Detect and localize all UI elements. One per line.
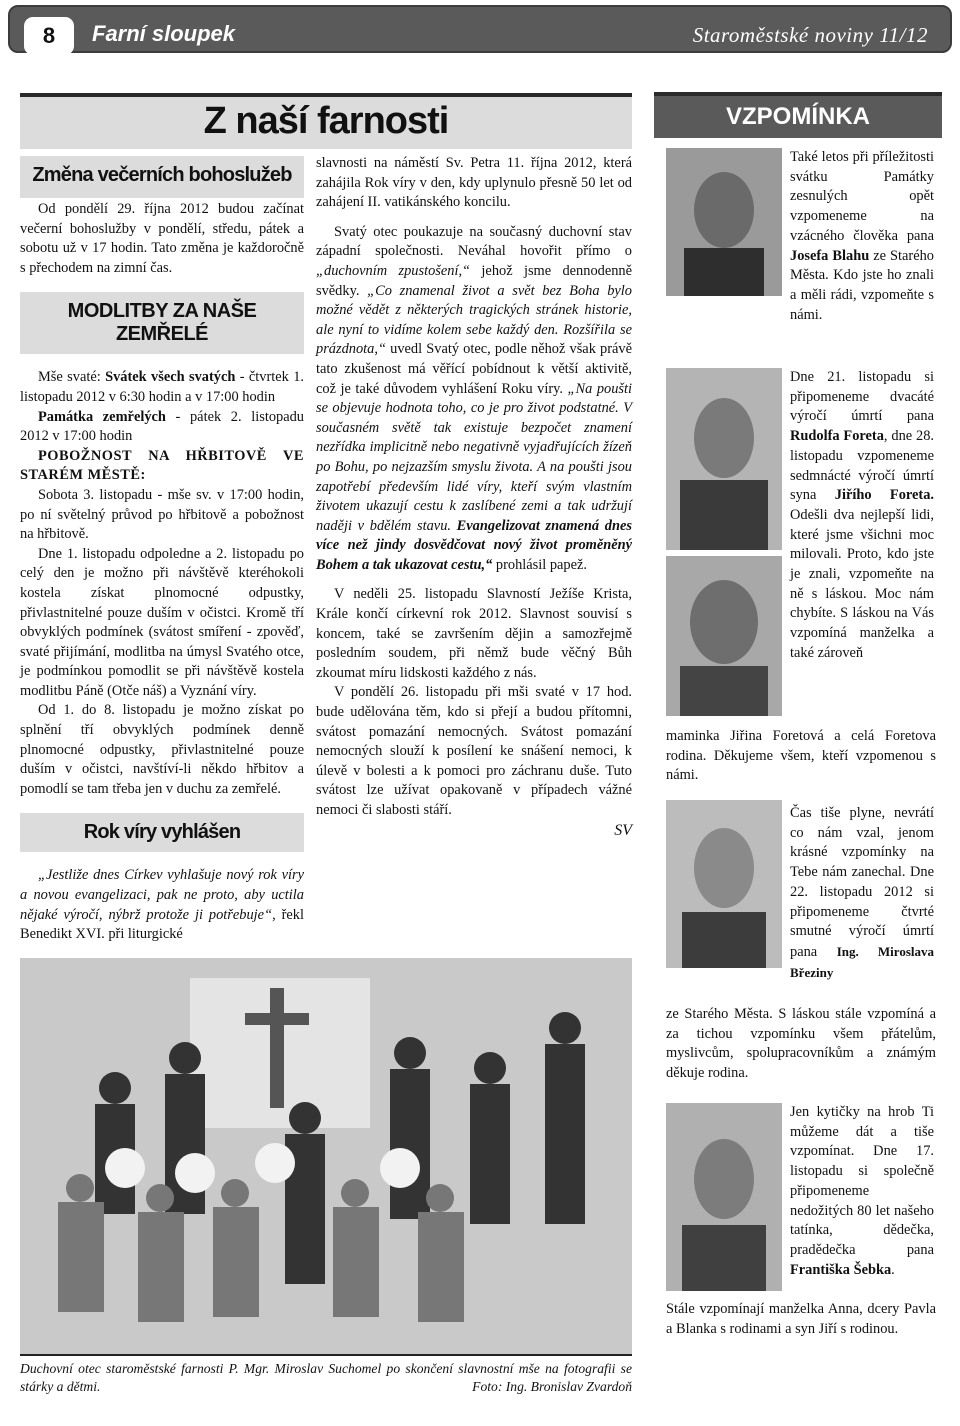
paragraph: Od 1. do 8. listopadu je možno získat po splnění tří obvyklých podmínek denně plnomocné odpustky, přivlastnitelné pouze duším v očistci, navštíví-li někdo hřbitov a pomodlí se tam třeba jen v duchu za zemřelé. — [20, 702, 304, 797]
photo-rule — [20, 1354, 632, 1356]
heading-evening-masses: Změna večerních bohoslužeb — [20, 156, 304, 198]
signature: SV — [614, 821, 632, 839]
paragraph: slavnosti na náměstí Sv. Petra 11. října 2012, která zahájila Rok víry v den, kdy uplynulo přesně 50 let od zahájení II. vatikánského koncilu. — [316, 155, 632, 211]
memorial-3-end: ze Starého Města. S láskou stále vzpomíná a za tichou vzpomínku všem přátelům, myslivcům, spolupracovníkům a známým děkuje rodina. — [666, 1006, 936, 1082]
portrait-miroslav-brezina — [666, 800, 782, 968]
newspaper-title: Staroměstské noviny 11/12 — [692, 23, 928, 47]
memorial-3: Čas tiše plyne, nevrátí co nám vzal, jenom krásné vzpomínky na Tebe nám zanechal. Dne 22. listopadu 2012 si připomeneme čtvrté smutné výročí úmrtí pana Ing. Miroslava Březiny — [790, 805, 934, 980]
memorial-4-end: Stále vzpomínají manželka Anna, dcery Pavla a Blanka s rodinami a syn Jiří s rodinou. — [666, 1301, 936, 1337]
paragraph: V pondělí 26. listopadu při mši svaté v 17 hod. bude udělována těm, kdo si přejí a budou přítomni, svátost pomazání nemocných. Svátost pomazání nemocných slouží k posílení ke snášení nemoci, k úlevě v bolesti a k pomoci pro záchranu duše. Tuto svátost lze užívat opakovaně v případech vážné nemoci či slabosti stáří. — [316, 684, 632, 818]
paragraph: Sobota 3. listopadu - mše sv. v 17:00 hodin, po ní světelný průvod po hřbitově a pobožnost na hřbitově. — [20, 486, 304, 543]
portrait-1-drawing — [666, 148, 782, 296]
paragraph: POBOŽNOST NA HŘBITOVĚ VE STARÉM MĚSTĚ: — [20, 447, 304, 484]
paragraph: V neděli 25. listopadu Slavností Ježíše Krista, Krále končí církevní rok 2012. Slavnost souvisí s koncem, také se završením dějin a samozřejmě posledním soudem, při němž bude věčný Bůh zkoumat míru lidskosti každého z nás. — [316, 586, 632, 681]
portrait-josef-blaha — [666, 148, 782, 296]
portrait-5-drawing — [666, 1103, 782, 1291]
title-rule — [20, 93, 632, 97]
main-title: Z naší farnosti — [203, 99, 449, 142]
main-title-box — [20, 93, 632, 149]
paragraph: Od pondělí 29. října 2012 budou začínat večerní bohoslužby v pondělí, středu, pátek a sobotu už v 17 hodin. Tato změna je každoročně s přechodem na zimní čas. — [20, 201, 304, 276]
memorial-4: Jen kytičky na hrob Ti můžeme dát a tiše vzpomínat. Dne 17. listopadu si společně připomeneme nedožitých 80 let našeho tatínka, dědečka, pradědečka pana Františka Šebka. — [790, 1104, 934, 1278]
header-bar — [8, 5, 952, 53]
portrait-4-drawing — [666, 800, 782, 968]
page-number: 8 — [24, 17, 74, 55]
memorial-1: Také letos při příležitosti svátku Památky zesnulých opět vzpomeneme na vzácného člověka pana Josefa Blahu ze Starého Města. Kdo jste ho znali a měli rádi, vzpomeňte s námi. — [790, 149, 934, 323]
paragraph: Památka zemřelých - pátek 2. listopadu 2012 v 17:00 hodin — [20, 408, 304, 445]
portrait-2-drawing — [666, 368, 782, 550]
heading-year-of-faith: Rok víry vyhlášen — [20, 813, 304, 852]
portrait-frantisek-sebek — [666, 1103, 782, 1291]
photo-credit: Foto: Ing. Bronislav Zvardoň — [472, 1379, 632, 1394]
paragraph: Dne 1. listopadu odpoledne a 2. listopadu po celý den je možno při návštěvě kteréhokoli kostela získat plnomocné odpustky, přivlastnitelné pouze duším v očistci. Kromě tří obvyklých podmínek (svátost smíření - zpověď, svaté přijímání, modlitba na úmysl Svatého otce, je podmínkou pomodlit se při návštěvě kostela modlitbu Páně (Otče náš) a Vyznání víry. — [20, 545, 304, 699]
memorial-2: Dne 21. listopadu si připomeneme dvacáté výročí úmrtí pana Rudolfa Foreta, dne 28. listopadu vzpomeneme sedmnácté výročí úmrtí syna Jiřího Foreta. Odešli dva nejlepší lidi, které jsme všichni moc milovali. Proto, kdo jste je znali, vzpomeňte na ně s láskou. Moc nám chybíte. S láskou na Vás vzpomíná manželka a také zároveň — [790, 369, 934, 661]
portrait-jiri-foret — [666, 556, 782, 716]
paragraph: Svatý otec poukazuje na současný duchovní stav západní společnosti. Neváhal hovořit přímo o „duchovním zpustošení,“ jehož jsme dennodenně svědky. „Co znamenal život a svět bez Boha bylo možné vědět z některých tragických stránek historie, ale nyní to vidíme kolem sebe každý den. Rozšířila se prázdnota,“ uvedl Svatý otec, podle něhož však právě tato zkušenost má věřící pobídnout k větší aktivitě, což je také důvodem vyhlášení Roku víry. „Na poušti se objevuje hodnota toho, co je pro život podstatné. V současném světě tak existuje bezpočet znamení nezřídka implicitně nebo negativně vyjadřujících žízeň po Bohu, po nejzazším smyslu života. A na poušti jsou zapotřebí především lidé víry, kteří svým vlastním životem ukazují cestu k zaslíbené zemi a tak udržují naději v bdělém stavu. Evangelizovat znamená dnes více než jindy dosvědčovat nový život proměněný Bohem a tak ukazovat cestu,“ prohlásil papež. — [316, 223, 633, 573]
portrait-3-drawing — [666, 556, 782, 716]
group-photo — [20, 958, 632, 1354]
section-title: Farní sloupek — [92, 21, 236, 46]
paragraph: Mše svaté: Svátek všech svatých - čtvrtek 1. listopadu 2012 v 6:30 hodin a v 17:00 hodin — [20, 369, 305, 405]
paragraph: „Jestliže dnes Církev vyhlašuje nový rok víry a novou evangelizaci, pak ne proto, aby uctila nějaké výročí, nýbrž protože ji potřebuje“, řekl Benedikt XVI. při liturgické — [20, 867, 304, 943]
column-2 — [316, 154, 632, 840]
memorial-heading: VZPOMÍNKA — [654, 92, 942, 138]
group-photo-drawing — [20, 958, 632, 1354]
portrait-rudolf-foret — [666, 368, 782, 550]
heading-prayers: MODLITBY ZA NAŠE ZEMŘELÉ — [20, 292, 304, 354]
memorial-2-end: maminka Jiřina Foretová a celá Foretova rodina. Děkujeme všem, kteří vzpomenou s námi. — [666, 728, 936, 784]
column-1 — [20, 200, 304, 945]
photo-caption: Duchovní otec staroměstské farnosti P. Mgr. Miroslav Suchomel po skončení slavnostní mše na fotografii se stárky a dětmi. Foto: Ing. Bronislav Zvardoň — [20, 1361, 632, 1394]
